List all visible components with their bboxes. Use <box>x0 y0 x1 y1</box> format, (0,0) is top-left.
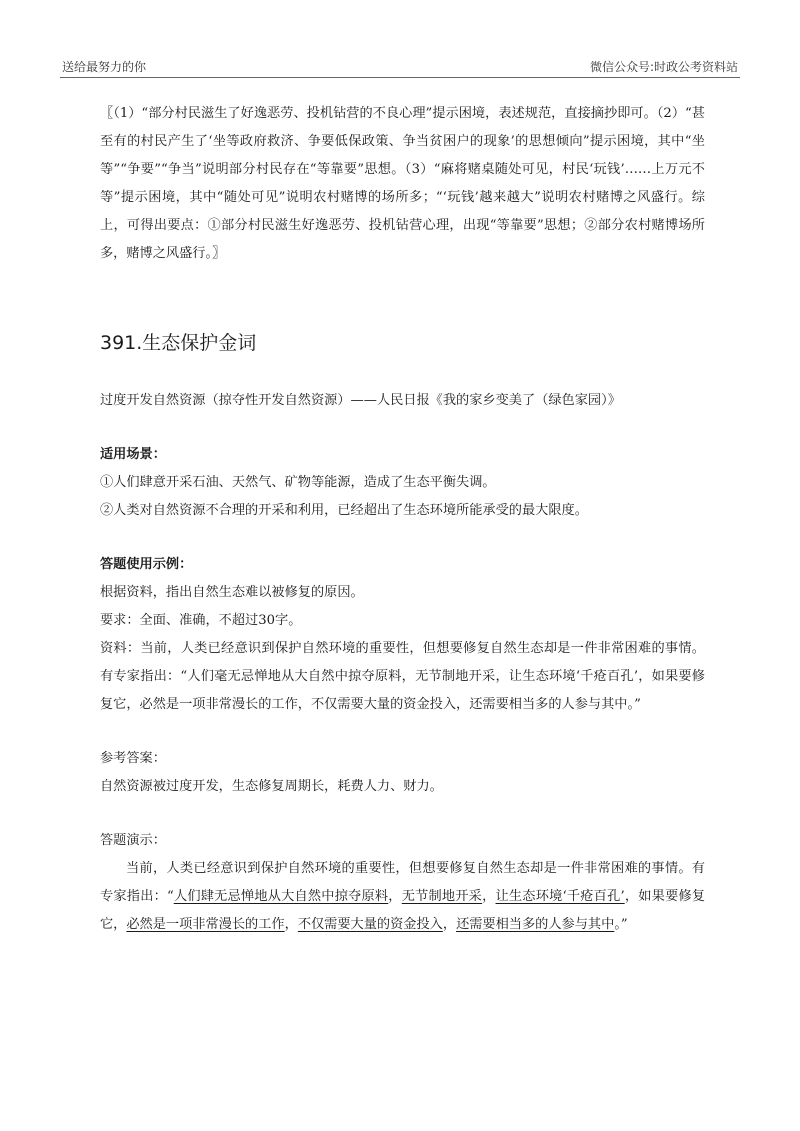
header-right-text: 微信公众号:时政公考资料站 <box>589 60 738 74</box>
demo-underlined: 还需要相当多的人参与其中 <box>456 917 615 932</box>
demo-text: ， <box>442 917 457 932</box>
answer-heading: 参考答案： <box>100 751 166 766</box>
demo-text: 。” <box>614 917 628 932</box>
analysis-paragraph: 〖（1）“部分村民滋生了好逸恶劳、投机钻营的不良心理”提示困境，表述规范，直接摘抄即可。（2）“甚至有的村民产生了‘坐等政府救济、争要低保政策、争当贫困户的现象’的思想倾向”提示困境，其中“坐等”“争要”“争当”说明部分村民存在“等靠要”思想。（3）“麻将赌桌随处可见，村民‘玩钱’……上万元不等”提示困境，其中“随处可见”说明农村赌博的场所多；“‘玩钱’越来越大”说明农村赌博之风盛行。综上，可得出要点：①部分村民滋生好逸恶劳、投机钻营心理，出现“等靠要”思想；②部分农村赌博场所多，赌博之风盛行。〗 <box>100 106 705 261</box>
spacer <box>100 525 705 551</box>
demo-underlined: 让生态环境‘千疮百孔’ <box>495 889 625 904</box>
key-phrase: 过度开发自然资源（掠夺性开发自然资源）——人民日报《我的家乡变美了（绿色家园）》 <box>100 393 621 408</box>
demo-text: ， <box>388 889 402 904</box>
example-question: 根据资料，指出自然生态难以被修复的原因。 <box>100 585 364 600</box>
demo-underlined: 无节制地开采 <box>401 889 483 904</box>
scenes-heading: 适用场景： <box>100 447 166 462</box>
header-divider <box>60 77 740 78</box>
demo-text: 当前，人类已经意识到保护自然环境的重要性，但想要修复自然生态却是一件非常困难的事情。有专家指出：“ <box>100 861 705 904</box>
demo-underlined: 必然是一项非常漫长的工作 <box>126 917 285 932</box>
example-material: 资料：当前，人类已经意识到保护自然环境的重要性，但想要修复自然生态却是一件非常困难的事情。有专家指出：“人们毫无忌惮地从大自然中掠夺原料，无节制地开采，让生态环境‘千疮百孔’，如果要修复它，必然是一项非常漫长的工作，不仅需要大量的资金投入，还需要相当多的人参与其中。” <box>100 641 705 712</box>
demo-text: ， <box>284 917 298 932</box>
demo-text: ， <box>482 889 496 904</box>
demo-paragraph <box>100 855 705 939</box>
scene-item: ②人类对自然资源不合理的开采和利用，已经超出了生态环境所能承受的最大限度。 <box>100 503 588 518</box>
demo-underlined: 人们肆无忌惮地从大自然中掠夺原料 <box>173 889 389 904</box>
spacer <box>100 719 705 745</box>
header-left-text: 送给最努力的你 <box>62 60 147 74</box>
page-content <box>100 100 705 939</box>
demo-underlined: 不仅需要大量的资金投入 <box>297 917 443 932</box>
spacer <box>100 801 705 827</box>
demo-text: ，如果要修复它， <box>100 889 706 932</box>
demo-heading: 答题演示： <box>100 833 166 848</box>
example-heading: 答题使用示例： <box>100 557 193 572</box>
answer-text: 自然资源被过度开发，生态修复周期长，耗费人力、财力。 <box>100 779 443 794</box>
spacer <box>100 415 705 441</box>
scene-item: ①人们肆意开采石油、天然气、矿物等能源，造成了生态平衡失调。 <box>100 475 496 490</box>
section-title: 391.生态保护金词 <box>100 332 257 354</box>
example-requirement: 要求：全面、准确，不超过30字。 <box>100 613 302 628</box>
